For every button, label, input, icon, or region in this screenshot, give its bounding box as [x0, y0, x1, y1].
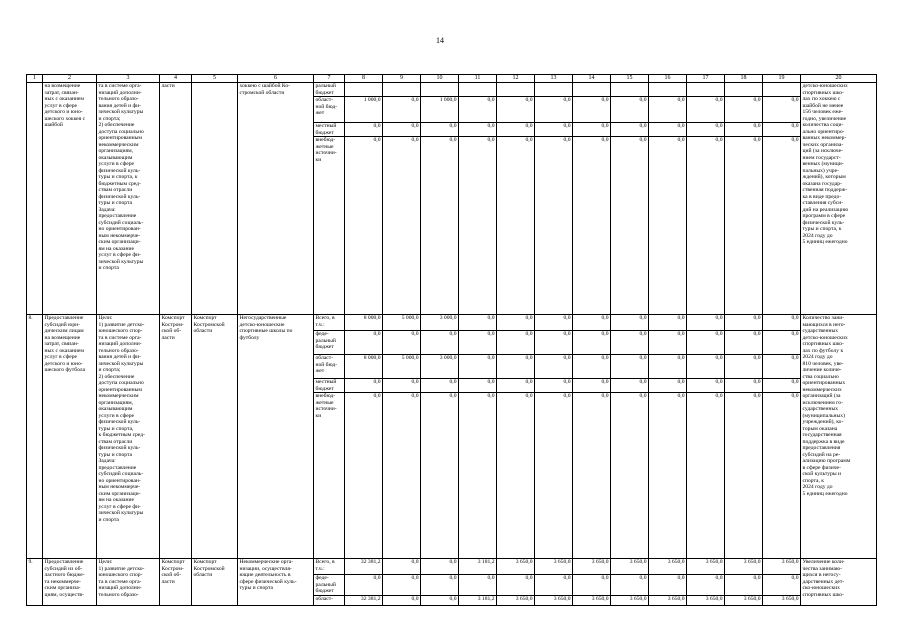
amount-cell: 3 650,0: [535, 595, 573, 605]
column-number: 3: [97, 75, 160, 83]
amount-cell: 0,0: [421, 137, 459, 315]
amount-cell: 0,0: [649, 315, 687, 331]
column-number: 20: [801, 75, 877, 83]
column-number: 8: [345, 75, 383, 83]
column-number: 4: [160, 75, 192, 83]
amount-cell: 0,0: [763, 355, 801, 379]
column-number: 2: [43, 75, 97, 83]
amount-cell: 0,0: [725, 331, 763, 355]
funding-source: феде- ральный бюджет: [314, 331, 345, 355]
program-table: [26, 74, 877, 606]
column-number: 5: [192, 75, 238, 83]
amount-cell: 0,0: [725, 97, 763, 123]
amount-cell: 0,0: [611, 355, 649, 379]
amount-cell: 0,0: [383, 331, 421, 355]
responsible-executor: Комспорт Костром- ской об- ласти: [160, 559, 192, 606]
amount-cell: 0,0: [459, 393, 497, 559]
column-number: 13: [535, 75, 573, 83]
amount-cell: 0,0: [459, 331, 497, 355]
amount-cell: 0,0: [611, 575, 649, 596]
amount-cell: 0,0: [649, 393, 687, 559]
amount-cell: 0,0: [687, 575, 725, 596]
amount-cell: 3 181,2: [459, 559, 497, 575]
co-executor: Комспорт Костромской области: [192, 315, 238, 559]
amount-cell: 3 650,0: [687, 595, 725, 605]
funding-source: област- ной бюд- жет: [314, 97, 345, 123]
amount-cell: [725, 83, 763, 97]
amount-cell: 0,0: [535, 123, 573, 137]
amount-cell: 0,0: [383, 575, 421, 596]
amount-cell: 0,0: [535, 315, 573, 331]
amount-cell: 0,0: [459, 137, 497, 315]
funding-source: внебюд- жетные источни- ки: [314, 393, 345, 559]
amount-cell: 0,0: [649, 355, 687, 379]
amount-cell: 0,0: [611, 315, 649, 331]
amount-cell: 0,0: [611, 331, 649, 355]
amount-cell: 0,0: [763, 315, 801, 331]
amount-cell: 0,0: [497, 393, 535, 559]
amount-cell: 0,0: [535, 393, 573, 559]
amount-cell: 0,0: [763, 97, 801, 123]
amount-cell: 0,0: [421, 393, 459, 559]
amount-cell: 3 000,0: [421, 315, 459, 331]
amount-cell: 0,0: [573, 123, 611, 137]
funding-source: внебюд- жетные источни- ки: [314, 137, 345, 315]
amount-cell: 0,0: [535, 97, 573, 123]
amount-cell: 0,0: [687, 137, 725, 315]
funding-source: Всего, в т.ч.:: [314, 315, 345, 331]
amount-cell: 0,0: [497, 315, 535, 331]
amount-cell: 3 181,2: [459, 595, 497, 605]
column-number: 15: [611, 75, 649, 83]
responsible-executor: ласти: [160, 83, 192, 315]
document-sheet: [26, 74, 876, 602]
goals-and-tasks: Цели: 1) развитие детско- юношеского спор- та в системе орга- низаций дополни- тельного образо- вания детей и фи- зической культуры и спорта; 2) обеспечение доступа социально ориентированным некоммерческим организациям, оказывающим услуги в сфере физической куль- туры и спорта, к бюджетным сред- ствам отрасли физической куль- туры и спорта Задача: предоставление субсидий социаль- но ориентирован- ным некоммерче- ским организаци- ям на оказание услуг в сфере фи- зической культуры и спорта: [97, 315, 160, 559]
amount-cell: 1 000,0: [421, 97, 459, 123]
amount-cell: 0,0: [687, 393, 725, 559]
amount-cell: 0,0: [725, 123, 763, 137]
column-number: 7: [314, 75, 345, 83]
recipients: хоккею с шайбой Ко- стромской области: [238, 83, 314, 315]
amount-cell: 0,0: [535, 137, 573, 315]
column-number-row: [27, 75, 877, 83]
funding-source: област-: [314, 595, 345, 605]
amount-cell: [649, 83, 687, 97]
amount-cell: 3 650,0: [497, 559, 535, 575]
amount-cell: 5 000,0: [383, 355, 421, 379]
amount-cell: 0,0: [383, 137, 421, 315]
amount-cell: 0,0: [611, 393, 649, 559]
amount-cell: 0,0: [573, 575, 611, 596]
column-number: 19: [763, 75, 801, 83]
row-index: 8.: [27, 315, 43, 559]
amount-cell: 0,0: [383, 123, 421, 137]
amount-cell: 0,0: [687, 379, 725, 393]
amount-cell: 0,0: [497, 575, 535, 596]
amount-cell: 0,0: [725, 137, 763, 315]
amount-cell: 0,0: [497, 123, 535, 137]
column-number: 16: [649, 75, 687, 83]
amount-cell: 3 650,0: [763, 595, 801, 605]
column-number: 14: [573, 75, 611, 83]
amount-cell: 3 650,0: [573, 559, 611, 575]
amount-cell: 0,0: [687, 123, 725, 137]
expected-result: детско-юношеских спортивных шко- лах по хоккею с шайбой не менее 156 человек еже- годно, увеличение количества соци- ально ориентиро- ванных некоммер- ческих организа- ций (за исключе- нием государст- венных (муници- пальных) учре- ждений), которым оказана государ- ственная поддерж- ка в виде предо- ставления субси- дий на реализацию программ в сфере физической куль- туры и спорта, к 2024 году до 5 единиц ежегодно: [801, 83, 877, 315]
amount-cell: [383, 83, 421, 97]
amount-cell: 0,0: [345, 393, 383, 559]
amount-cell: 0,0: [345, 575, 383, 596]
amount-cell: 0,0: [725, 575, 763, 596]
amount-cell: 32 381,2: [345, 595, 383, 605]
amount-cell: 0,0: [687, 355, 725, 379]
amount-cell: 3 650,0: [573, 595, 611, 605]
table-row: [27, 559, 877, 575]
amount-cell: 0,0: [383, 595, 421, 605]
amount-cell: 0,0: [611, 97, 649, 123]
amount-cell: 0,0: [573, 393, 611, 559]
amount-cell: 3 650,0: [763, 559, 801, 575]
amount-cell: 0,0: [497, 379, 535, 393]
amount-cell: 0,0: [573, 355, 611, 379]
amount-cell: 0,0: [421, 595, 459, 605]
recipients: Негосударственные детско-юношеские спортивные школы по футболу: [238, 315, 314, 559]
amount-cell: 0,0: [421, 123, 459, 137]
responsible-executor: Комспорт Костром- ской об- ласти: [160, 315, 192, 559]
amount-cell: 0,0: [649, 379, 687, 393]
amount-cell: 0,0: [763, 123, 801, 137]
amount-cell: 0,0: [725, 355, 763, 379]
amount-cell: 3 650,0: [725, 559, 763, 575]
amount-cell: 3 650,0: [649, 559, 687, 575]
funding-source: местный бюджет: [314, 379, 345, 393]
amount-cell: 0,0: [383, 393, 421, 559]
amount-cell: 3 650,0: [535, 559, 573, 575]
amount-cell: 0,0: [459, 123, 497, 137]
amount-cell: 0,0: [383, 559, 421, 575]
amount-cell: 0,0: [421, 575, 459, 596]
amount-cell: 0,0: [459, 379, 497, 393]
co-executor: [192, 83, 238, 315]
amount-cell: 3 650,0: [611, 595, 649, 605]
amount-cell: 0,0: [725, 315, 763, 331]
column-number: 6: [238, 75, 314, 83]
column-number: 11: [459, 75, 497, 83]
amount-cell: [345, 83, 383, 97]
row-index: 9.: [27, 559, 43, 606]
amount-cell: 0,0: [763, 137, 801, 315]
amount-cell: [573, 83, 611, 97]
activity-name: Предоставление субсидий юри- дическим лицам на возмещение затрат, связан- ных с оказанием услуг в сфере детского и юно- шеского футбола: [43, 315, 97, 559]
amount-cell: 0,0: [383, 97, 421, 123]
amount-cell: 0,0: [573, 97, 611, 123]
column-number: 18: [725, 75, 763, 83]
amount-cell: 0,0: [459, 315, 497, 331]
goals-and-tasks: Цели: 1) развитие детско- юношеского спор- та в системе орга- низаций дополни- тельного образо-: [97, 559, 160, 606]
amount-cell: 0,0: [535, 355, 573, 379]
amount-cell: 0,0: [687, 331, 725, 355]
funding-source: област- ной бюд- жет: [314, 355, 345, 379]
amount-cell: [763, 83, 801, 97]
column-number: 17: [687, 75, 725, 83]
column-number: 12: [497, 75, 535, 83]
page-number: 14: [436, 36, 444, 45]
activity-name: на возмещение затрат, связан- ных с оказанием услуг в сфере детского и юно- шеского хоккея с шайбой: [43, 83, 97, 315]
amount-cell: 0,0: [611, 123, 649, 137]
amount-cell: [497, 83, 535, 97]
goals-and-tasks: та в системе орга- низаций дополни- тельного образо- вания детей и фи- зической культуры и спорта; 2) обеспечение доступа социально ориентированным некоммерческим организациям, оказывающим услуги в сфере физической куль- туры и спорта, к бюджетным сред- ствам отрасли физической куль- туры и спорта Задача: предоставление субсидий социаль- но ориентирован- ным некоммерче- ским организаци- ям на оказание услуг в сфере фи- зической культуры и спорта: [97, 83, 160, 315]
amount-cell: [421, 83, 459, 97]
amount-cell: 0,0: [725, 393, 763, 559]
amount-cell: 0,0: [345, 123, 383, 137]
recipients: Некоммерческие орга- низации, осуществля- ющие деятельность в сфере физической куль- туры и спорта: [238, 559, 314, 606]
amount-cell: [687, 83, 725, 97]
table-row: [27, 315, 877, 331]
amount-cell: 3 650,0: [725, 595, 763, 605]
amount-cell: 3 650,0: [497, 595, 535, 605]
amount-cell: 3 000,0: [421, 355, 459, 379]
amount-cell: 0,0: [459, 97, 497, 123]
column-number: 1: [27, 75, 43, 83]
amount-cell: 0,0: [649, 97, 687, 123]
funding-source: местный бюджет: [314, 123, 345, 137]
amount-cell: 0,0: [345, 331, 383, 355]
amount-cell: 0,0: [459, 355, 497, 379]
amount-cell: 0,0: [763, 575, 801, 596]
amount-cell: 3 650,0: [687, 559, 725, 575]
table-body: [27, 75, 877, 606]
amount-cell: 0,0: [459, 575, 497, 596]
amount-cell: 0,0: [573, 331, 611, 355]
funding-source: ральный бюджет: [314, 83, 345, 97]
amount-cell: [459, 83, 497, 97]
amount-cell: 0,0: [573, 379, 611, 393]
amount-cell: 0,0: [573, 315, 611, 331]
amount-cell: 32 381,2: [345, 559, 383, 575]
amount-cell: 0,0: [763, 331, 801, 355]
amount-cell: 0,0: [421, 379, 459, 393]
amount-cell: 0,0: [573, 137, 611, 315]
amount-cell: 0,0: [535, 331, 573, 355]
amount-cell: 0,0: [611, 379, 649, 393]
funding-source: Всего, в т.ч.:: [314, 559, 345, 575]
amount-cell: 0,0: [497, 97, 535, 123]
funding-source: феде- ральный бюджет: [314, 575, 345, 596]
amount-cell: [535, 83, 573, 97]
amount-cell: 1 000,0: [345, 97, 383, 123]
amount-cell: 0,0: [383, 379, 421, 393]
expected-result: Количество зани- мающихся в него- сударственных детско-юношеских спортивных шко- лах по футболу к 2024 году до 810 человек, уве- личение количе- ства социально ориентированных некоммерческих организаций (за исключением го- сударственных (муниципальных) учреждений), ко- торым оказана государственная поддержка в виде предоставления субсидий на ре- ализацию программ в сфере физиче- ской культуры и спорта, к 2024 году до 5 единиц ежегодно: [801, 315, 877, 559]
amount-cell: 0,0: [649, 123, 687, 137]
column-number: 9: [383, 75, 421, 83]
amount-cell: 0,0: [763, 393, 801, 559]
amount-cell: 0,0: [421, 559, 459, 575]
amount-cell: 0,0: [421, 331, 459, 355]
row-index: [27, 83, 43, 315]
amount-cell: 0,0: [497, 355, 535, 379]
amount-cell: 0,0: [497, 331, 535, 355]
co-executor: Комспорт Костромской области: [192, 559, 238, 606]
amount-cell: 0,0: [345, 137, 383, 315]
amount-cell: 0,0: [725, 379, 763, 393]
amount-cell: 5 000,0: [383, 315, 421, 331]
amount-cell: 0,0: [687, 97, 725, 123]
amount-cell: 0,0: [611, 137, 649, 315]
amount-cell: 0,0: [345, 379, 383, 393]
table-row: [27, 83, 877, 97]
amount-cell: 0,0: [535, 379, 573, 393]
expected-result: Увеличение коли- чества занимаю- щихся в негосу- дарственных дет- ско-юношеских спортивных шко-: [801, 559, 877, 606]
activity-name: Предоставление субсидий из об- ластного бюдже- та некоммерче- ским организа- циям, осуществ-: [43, 559, 97, 606]
amount-cell: 8 000,0: [345, 315, 383, 331]
amount-cell: 0,0: [535, 575, 573, 596]
amount-cell: 3 650,0: [649, 595, 687, 605]
amount-cell: 3 650,0: [611, 559, 649, 575]
column-number: 10: [421, 75, 459, 83]
amount-cell: 0,0: [687, 315, 725, 331]
amount-cell: 8 000,0: [345, 355, 383, 379]
amount-cell: 0,0: [649, 331, 687, 355]
amount-cell: 0,0: [649, 137, 687, 315]
amount-cell: 0,0: [763, 379, 801, 393]
amount-cell: 0,0: [497, 137, 535, 315]
amount-cell: 0,0: [649, 575, 687, 596]
amount-cell: [611, 83, 649, 97]
